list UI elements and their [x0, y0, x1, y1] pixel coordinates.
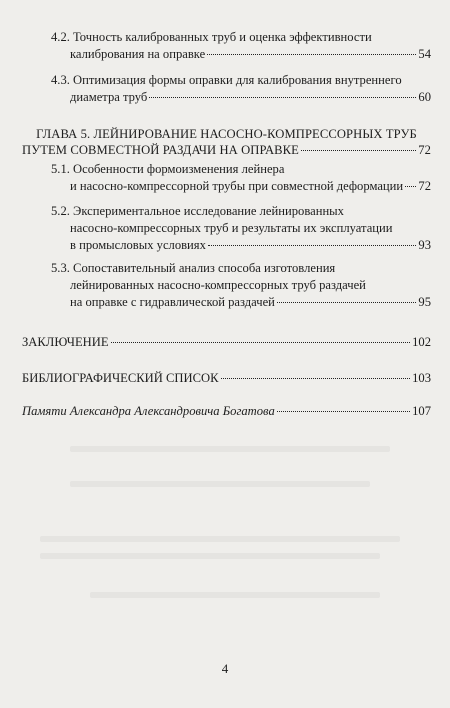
toc-page-number: 102 — [412, 335, 431, 349]
toc-page-number: 107 — [412, 404, 431, 418]
toc-entry-title: ЗАКЛЮЧЕНИЕ — [22, 335, 109, 349]
toc-page-number: 93 — [418, 238, 431, 252]
toc-page-number: 103 — [412, 371, 431, 385]
bleed-through — [70, 446, 390, 452]
bleed-through — [70, 481, 370, 487]
toc-page-number: 54 — [418, 47, 431, 61]
dot-leader — [277, 411, 410, 412]
toc-entry-title-cont: лейнированных насосно-компрессорных труб раздачей — [70, 278, 366, 292]
toc-page-number: 60 — [418, 90, 431, 104]
toc-entry-5-2[interactable] — [51, 204, 431, 253]
dot-leader — [149, 97, 416, 98]
dot-leader — [207, 54, 416, 55]
toc-conclusion[interactable] — [22, 335, 431, 350]
toc-entry-5-3[interactable] — [51, 261, 431, 310]
toc-entry-title-cont: диаметра труб — [70, 90, 148, 104]
toc-entry-title-cont: и насосно-компрессорной трубы при совместной деформации — [70, 179, 404, 193]
toc-memorial[interactable] — [22, 404, 431, 419]
bleed-through — [40, 553, 380, 559]
dot-leader — [221, 378, 411, 379]
toc-bibliography[interactable] — [22, 371, 431, 386]
toc-page-number: 72 — [418, 143, 431, 157]
toc-entry-title: БИБЛИОГРАФИЧЕСКИЙ СПИСОК — [22, 371, 219, 385]
toc-entry-title-cont: калибрования на оправке — [70, 47, 206, 61]
toc-page-number: 95 — [418, 295, 431, 309]
chapter-title: ГЛАВА 5. ЛЕЙНИРОВАНИЕ НАСОСНО-КОМПРЕССОРНЫХ ТРУБ — [36, 127, 417, 141]
toc-chapter-5[interactable] — [22, 127, 431, 158]
toc-entry-title-cont: в промысловых условиях — [70, 238, 206, 252]
toc-entry-4-2[interactable] — [51, 30, 431, 62]
chapter-title-cont: ПУТЕМ СОВМЕСТНОЙ РАЗДАЧИ НА ОПРАВКЕ — [22, 143, 299, 157]
toc-entry-title: Памяти Александра Александровича Богатова — [22, 404, 275, 418]
dot-leader — [111, 342, 411, 343]
toc-entry-title-cont: на оправке с гидравлической раздачей — [70, 295, 275, 309]
toc-entry-title: 4.3. Оптимизация формы оправки для калибрования внутреннего — [51, 73, 402, 87]
dot-leader — [208, 245, 417, 246]
dot-leader — [301, 150, 416, 151]
toc-entry-title: 5.1. Особенности формоизменения лейнера — [51, 162, 285, 176]
toc-entry-title: 5.2. Экспериментальное исследование лейнированных — [51, 204, 344, 218]
dot-leader — [405, 186, 416, 187]
toc-entry-title-cont: насосно-компрессорных труб и результаты их эксплуатации — [70, 221, 393, 235]
bleed-through — [40, 536, 400, 542]
toc-entry-5-1[interactable] — [51, 162, 431, 194]
dot-leader — [277, 302, 416, 303]
bleed-through — [90, 592, 380, 598]
toc-entry-title: 4.2. Точность калиброванных труб и оценка эффективности — [51, 30, 372, 44]
toc-page-number: 72 — [418, 179, 431, 193]
page-number: 4 — [221, 661, 229, 676]
toc-entry-title: 5.3. Сопоставительный анализ способа изготовления — [51, 261, 336, 275]
toc-entry-4-3[interactable] — [51, 73, 431, 105]
